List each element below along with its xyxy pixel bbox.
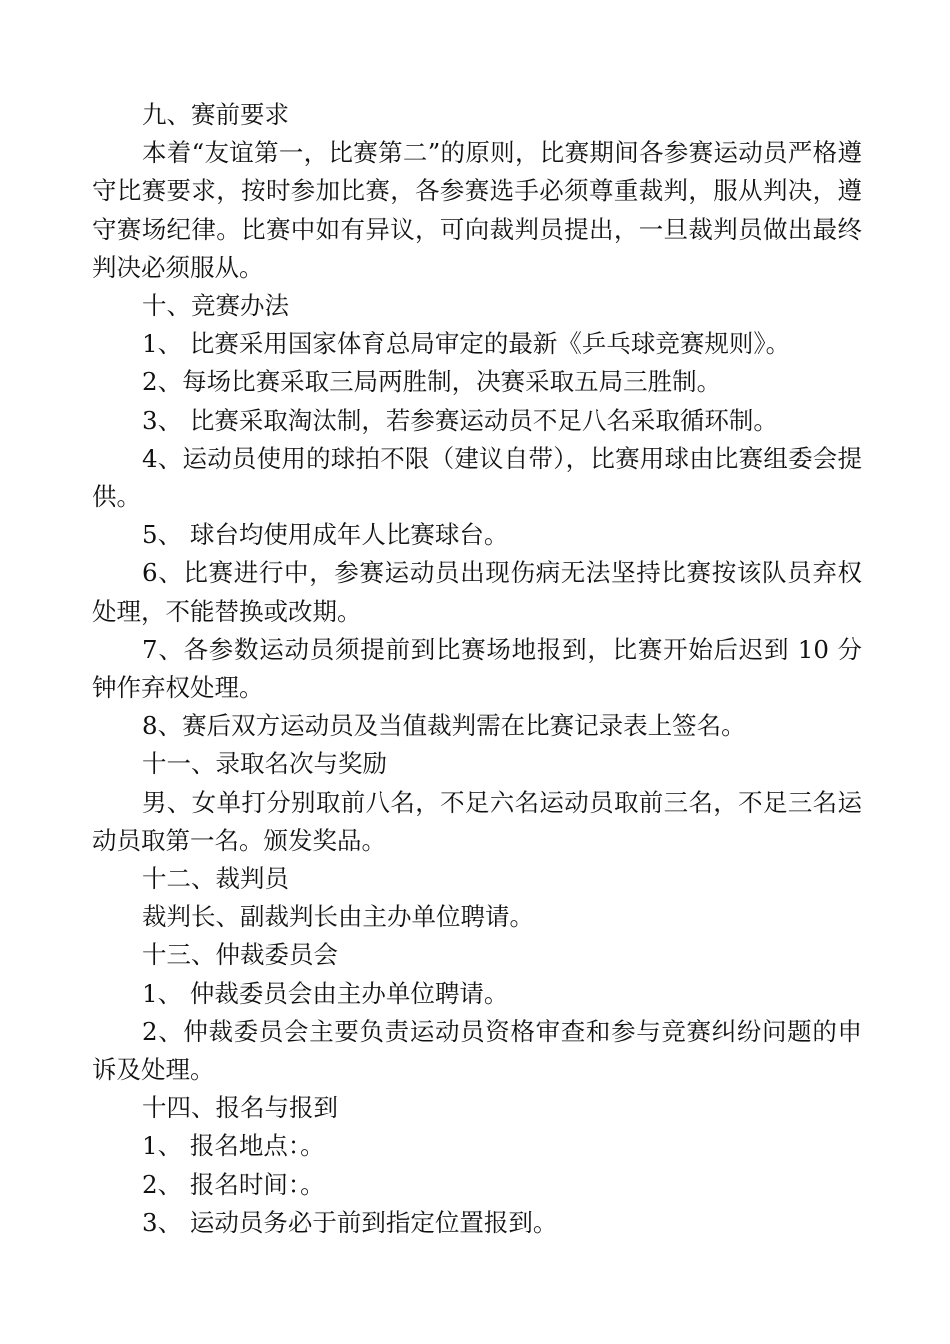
list-item-elimination: 3、 比赛采取淘汰制，若参赛运动员不足八名采取循环制。 xyxy=(142,405,778,435)
list-item-registration-time: 2、 报名时间：。 xyxy=(142,1169,325,1199)
list-item-lateness: 7、各参数运动员须提前到比赛场地报到，比赛开始后迟到 10 分钟作弃权处理。 xyxy=(92,634,862,703)
list-item-rules: 1、 比赛采用国家体育总局审定的最新《乒乓球竞赛规则》。 xyxy=(142,329,791,359)
list-item-arbitration-duties: 2、仲裁委员会主要负责运动员资格审查和参与竞赛纠纷问题的申诉及处理。 xyxy=(92,1016,862,1085)
section-heading-arbitration: 十三、仲裁委员会 xyxy=(142,940,338,970)
section-heading-competition-method: 十、竞赛办法 xyxy=(142,291,289,321)
paragraph-referees: 裁判长、副裁判长由主办单位聘请。 xyxy=(142,902,534,932)
list-item-rackets: 4、运动员使用的球拍不限（建议自带），比赛用球由比赛组委会提供。 xyxy=(92,443,862,512)
section-heading-ranking-awards: 十一、录取名次与奖励 xyxy=(142,749,387,779)
list-item-check-in: 3、 运动员务必于前到指定位置报到。 xyxy=(142,1207,558,1237)
list-item-signature: 8、赛后双方运动员及当值裁判需在比赛记录表上签名。 xyxy=(142,711,746,741)
list-item-registration-location: 1、 报名地点：。 xyxy=(142,1131,325,1161)
section-heading-pre-match: 九、赛前要求 xyxy=(142,100,289,129)
list-item-tables: 5、 球台均使用成年人比赛球台。 xyxy=(142,520,509,550)
list-item-arbitration-appointment: 1、 仲裁委员会由主办单位聘请。 xyxy=(142,978,509,1008)
document-body xyxy=(92,96,862,1242)
paragraph-pre-match-requirements: 本着“友谊第一，比赛第二”的原则，比赛期间各参赛运动员严格遵守比赛要求，按时参加比赛，各参赛选手必须尊重裁判，服从判决，遵守赛场纪律。比赛中如有异议，可向裁判员提出，一旦裁判员做出最终判决必须服从。 xyxy=(92,138,862,282)
paragraph-ranking-awards: 男、女单打分别取前八名，不足六名运动员取前三名，不足三名运动员取第一名。颁发奖品。 xyxy=(92,787,862,855)
list-item-injury: 6、比赛进行中，参赛运动员出现伤病无法坚持比赛按该队员弃权处理，不能替换或改期。 xyxy=(92,558,862,626)
section-heading-registration: 十四、报名与报到 xyxy=(142,1093,338,1123)
list-item-match-format: 2、每场比赛采取三局两胜制，决赛采取五局三胜制。 xyxy=(142,367,722,397)
section-heading-referees: 十二、裁判员 xyxy=(142,864,289,894)
